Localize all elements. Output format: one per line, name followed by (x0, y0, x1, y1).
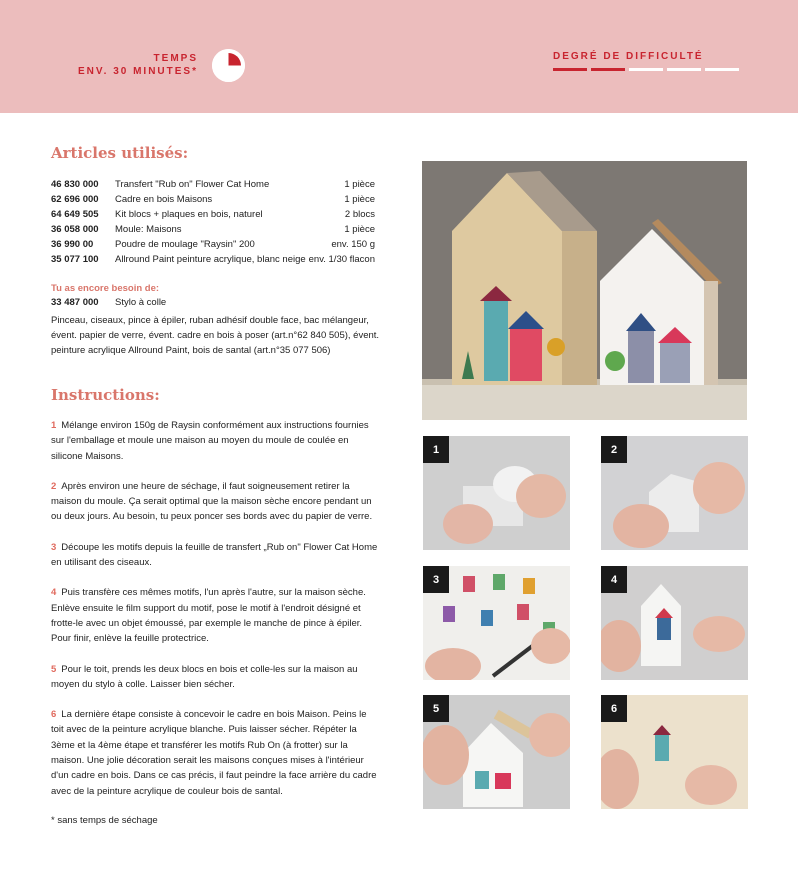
step-text: Puis transfère ces mêmes motifs, l'un après l'autre, sur la maison sèche. Enlève ensuite le film support du motif, pose le motif à l'endroit désigné et frotte-le avec un objet émoussé, par exemple le manche de pince à épiler. Pour finir, enlève la feuille protectrice. (51, 587, 366, 645)
step-photo-5 (423, 695, 570, 809)
material-qty: 1 pièce (344, 179, 375, 190)
materials-list (51, 177, 375, 267)
step-number: 2 (51, 480, 57, 492)
time-label: TEMPS (153, 53, 198, 64)
step-badge: 5 (423, 695, 449, 722)
step-badge: 6 (601, 695, 627, 722)
step-text: La dernière étape consiste à concevoir le cadre en bois Maison. Peins le toit avec de la peinture acrylique blanche. Puis laisser sécher. Répéter la 3ème et la 4ème étape et transférer les motifs Rub On (à frotter) sur la maison. Une jolie décoration serait les maisons conçues mises à l'intérieur d'un cadre en bois. Dans ce cas précis, il faut peindre la face arrière du cadre avec de la peinture acrylique de couleur bois de santal. (51, 709, 377, 797)
material-desc: Transfert "Rub on" Flower Cat Home (115, 179, 270, 190)
difficulty-meter (553, 68, 739, 71)
also-needed-row (51, 297, 166, 308)
instruction-step (51, 479, 381, 525)
difficulty-bar (667, 68, 701, 71)
step-text: Pour le toit, prends les deux blocs en bois et colle-les sur la maison au moyen du stylo à colle. Laisser bien sécher. (51, 663, 358, 690)
also-needed-desc: Stylo à colle (115, 297, 167, 308)
also-needed-title: Tu as encore besoin de: (51, 283, 160, 294)
difficulty-bar (629, 68, 663, 71)
material-qty: 1 pièce (344, 194, 375, 205)
material-row (51, 207, 375, 222)
also-needed-text: Pinceau, ciseaux, pince à épiler, ruban adhésif double face, bac mélangeur, évent. papier de verre, évent. cadre en bois à poser (art.n°62 840 505), évent. peinture acrylique Allround Paint, bois de santal (art.n°35 077 506) (51, 315, 380, 356)
instructions-steps (51, 418, 381, 814)
header-band (0, 0, 798, 113)
material-desc: Moule: Maisons (115, 224, 182, 235)
material-code: 62 696 000 (51, 194, 99, 205)
material-row (51, 222, 375, 237)
material-code: 35 077 100 (51, 254, 99, 265)
step-number: 5 (51, 663, 57, 675)
step-badge: 4 (601, 566, 627, 593)
instruction-step (51, 707, 381, 799)
material-code: 46 830 000 (51, 179, 99, 190)
instruction-step (51, 418, 381, 464)
material-desc: Poudre de moulage "Raysin" 200 (115, 239, 255, 250)
step-number: 4 (51, 587, 57, 599)
clock-icon (212, 49, 245, 82)
material-qty: env. 1/30 flacon (308, 254, 375, 265)
step-photo-6 (601, 695, 748, 809)
material-row (51, 192, 375, 207)
difficulty-bar (705, 68, 739, 71)
material-desc: Allround Paint peinture acrylique, blanc neige (115, 254, 306, 265)
materials-title: Articles utilisés: (51, 144, 189, 162)
step-text: Mélange environ 150g de Raysin conformément aux instructions fournies sur l'emballage et moule une maison au moyen du moule de coulée en silicone Maisons. (51, 420, 369, 462)
step-number: 6 (51, 709, 57, 721)
instruction-step (51, 540, 381, 571)
step-photo-1 (423, 436, 570, 550)
instruction-step (51, 585, 381, 646)
step-badge: 2 (601, 436, 627, 463)
material-desc: Cadre en bois Maisons (115, 194, 213, 205)
material-row (51, 252, 375, 267)
also-needed-code: 33 487 000 (51, 297, 99, 308)
time-info (78, 52, 198, 78)
material-code: 36 990 00 (51, 239, 94, 250)
material-row (51, 237, 375, 252)
difficulty-bar (591, 68, 625, 71)
material-qty: env. 150 g (331, 239, 375, 250)
step-number: 3 (51, 541, 57, 553)
material-code: 64 649 505 (51, 209, 99, 220)
main-photo (422, 161, 747, 420)
material-desc: Kit blocs + plaques en bois, naturel (115, 209, 263, 220)
time-value: ENV. 30 MINUTES* (78, 66, 198, 77)
step-badge: 3 (423, 566, 449, 593)
material-row (51, 177, 375, 192)
material-qty: 1 pièce (344, 224, 375, 235)
step-badge: 1 (423, 436, 449, 463)
material-code: 36 058 000 (51, 224, 99, 235)
footnote: * sans temps de séchage (51, 815, 158, 826)
step-photo-2 (601, 436, 748, 550)
instruction-step (51, 662, 381, 693)
step-text: Après environ une heure de séchage, il faut soigneusement retirer la maison du moule. Ça serait optimal que la maison sèche encore pendant un ou deux jours. Au besoin, tu peux poncer ses bords avec du papier de verre. (51, 480, 373, 523)
difficulty-label: DEGRÉ DE DIFFICULTÉ (553, 51, 704, 62)
step-photo-4 (601, 566, 748, 680)
step-photo-3 (423, 566, 570, 680)
instructions-title: Instructions: (51, 386, 160, 404)
difficulty-bar (553, 68, 587, 71)
material-qty: 2 blocs (344, 209, 375, 220)
step-text: Découpe les motifs depuis la feuille de transfert „Rub on" Flower Cat Home en utilisant des ciseaux. (51, 541, 378, 569)
step-number: 1 (51, 420, 57, 431)
